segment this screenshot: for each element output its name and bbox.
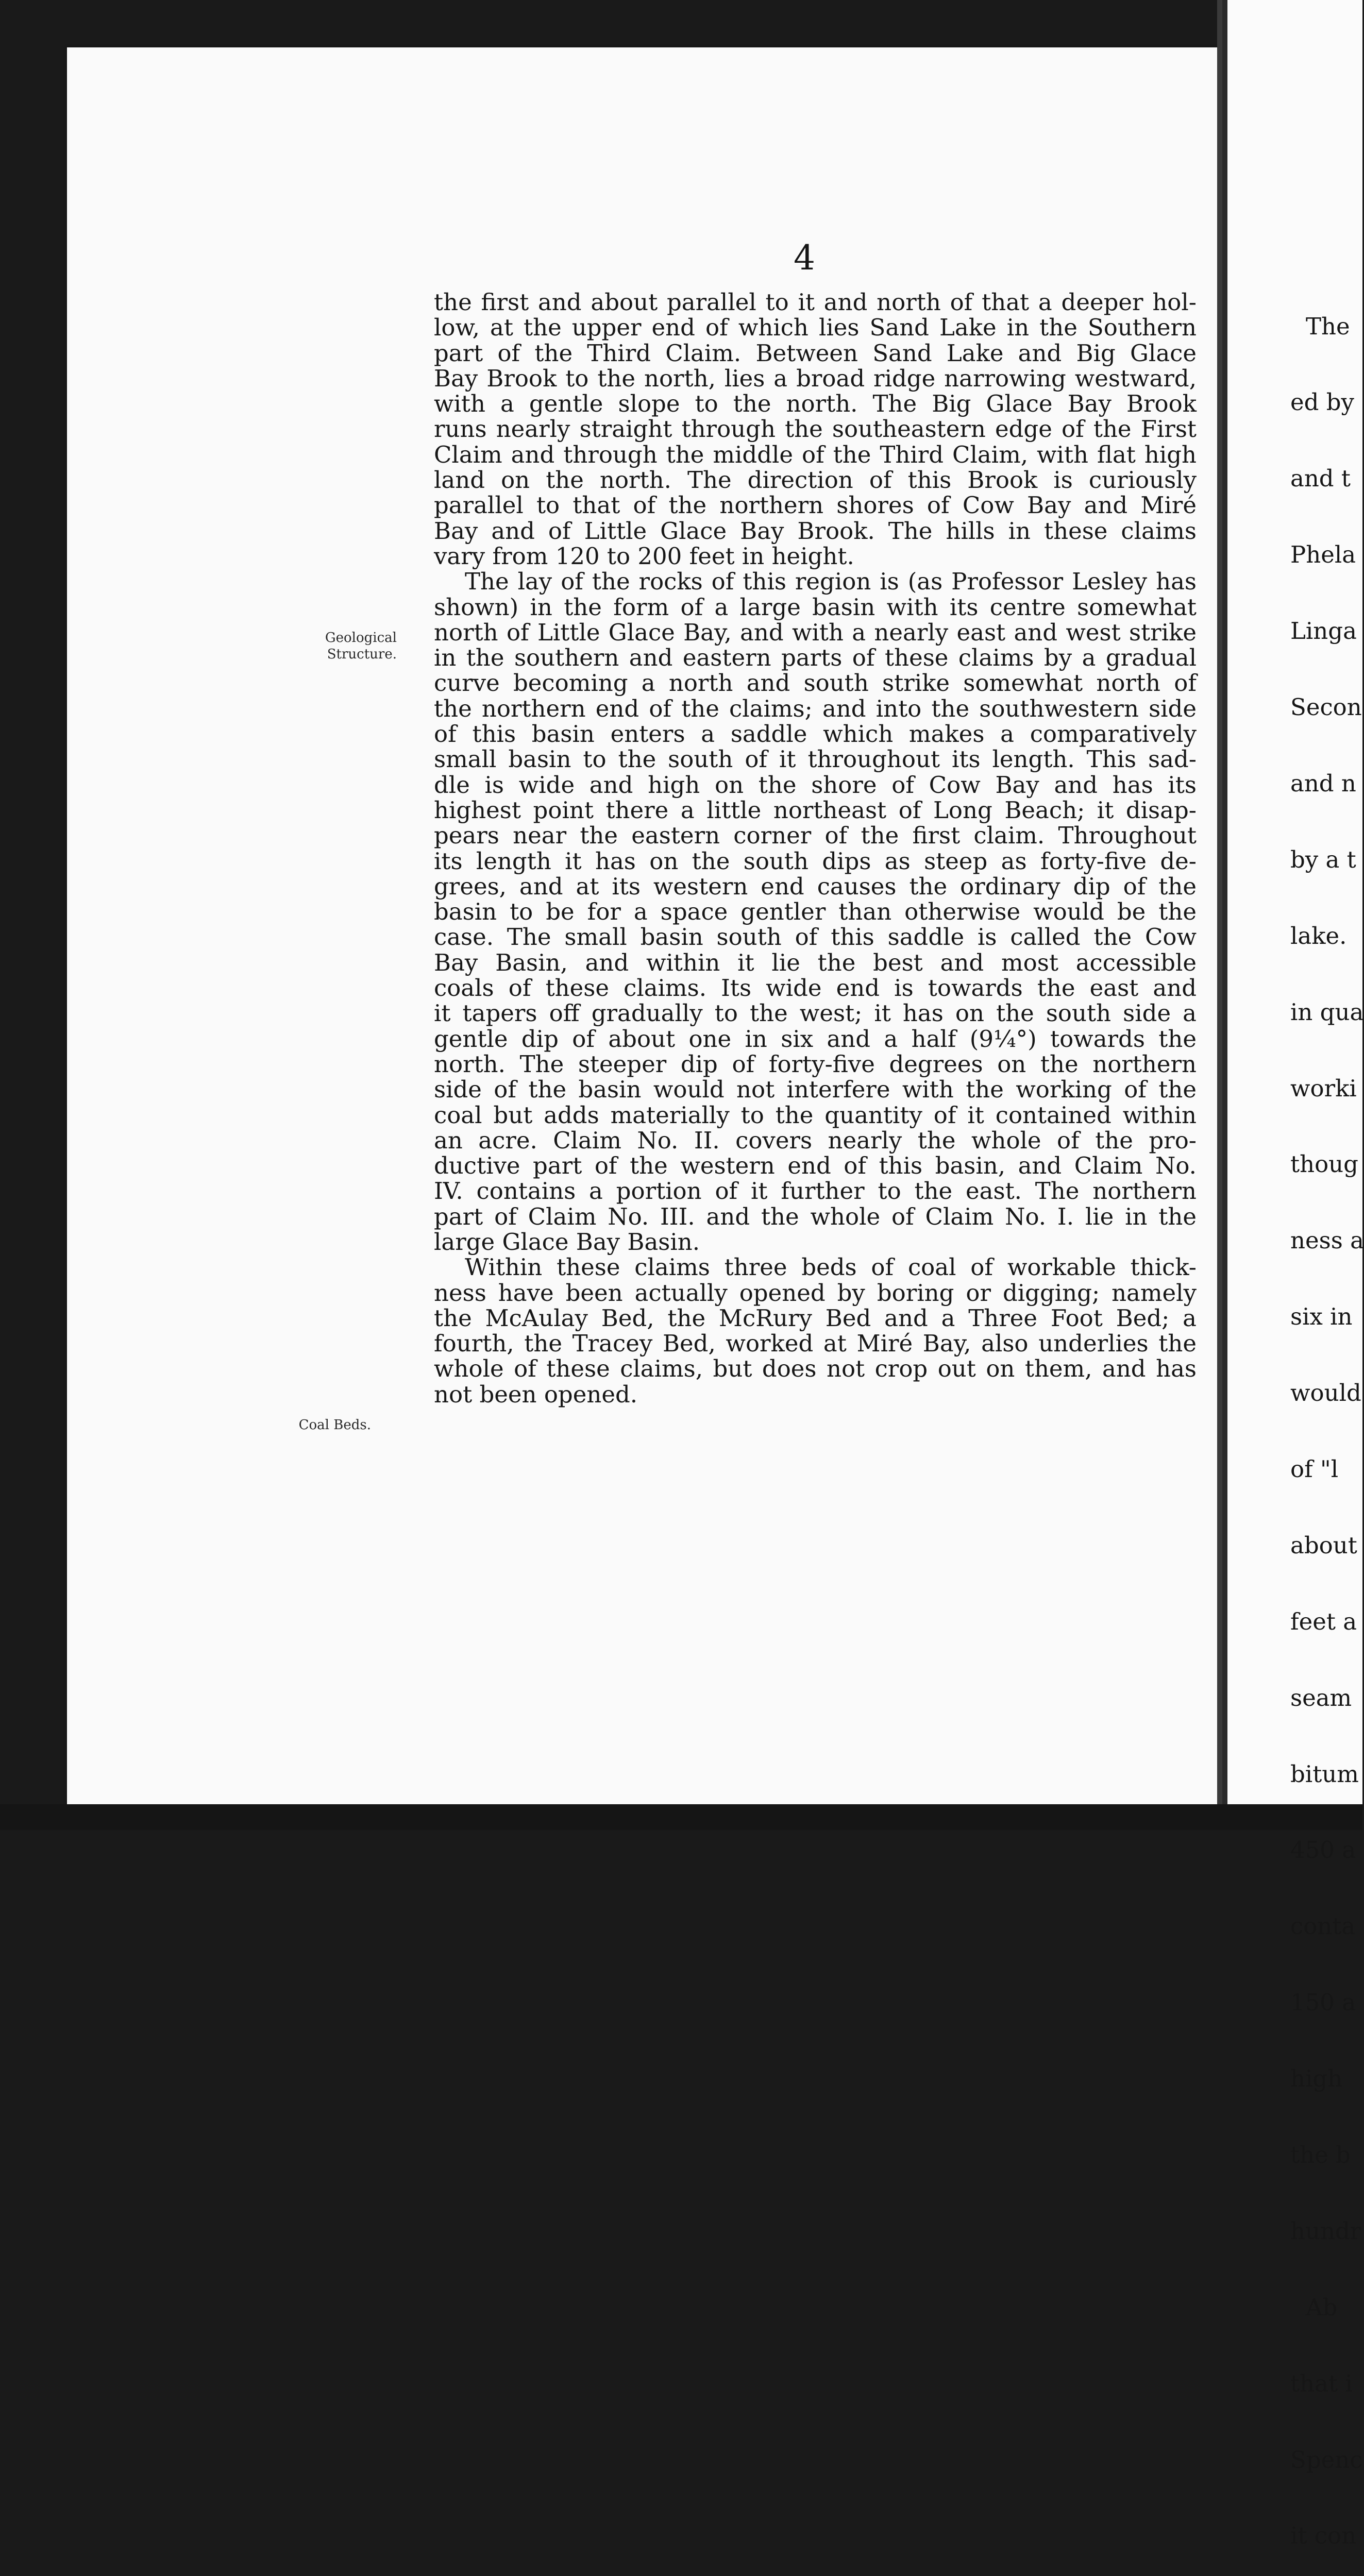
facing-line: The	[1306, 312, 1350, 340]
text-line: runs nearly straight through the southeastern edge of the First	[434, 415, 1197, 443]
text-line: case. The small basin south of this saddle is called the Cow	[434, 923, 1197, 951]
facing-line: feet a	[1290, 1607, 1357, 1635]
text-line: Bay and of Little Glace Bay Brook. The hills in these claims	[434, 517, 1197, 545]
scan-bottom-edge	[0, 1804, 1362, 1830]
text-line: with a gentle slope to the north. The Big Glace Bay Brook	[434, 390, 1197, 418]
text-line: of this basin enters a saddle which makes a comparatively	[434, 720, 1197, 748]
text-line: gentle dip of about one in six and a half (9¼°) towards the	[434, 1025, 1197, 1053]
text-line: low, at the upper end of which lies Sand Lake in the Southern	[434, 314, 1197, 342]
text-line: vary from 120 to 200 feet in height.	[434, 542, 854, 570]
facing-line: Secon	[1290, 693, 1362, 721]
facing-line: conta	[1290, 1912, 1356, 1940]
text-line: large Glace Bay Basin.	[434, 1228, 700, 1256]
facing-line: Linga	[1290, 617, 1357, 645]
facing-page	[1222, 0, 1364, 2550]
text-line: its length it has on the south dips as steep as forty-five de-	[434, 847, 1197, 875]
text-line: Bay Basin, and within it lie the best and most accessible	[434, 948, 1197, 976]
text-line: it tapers off gradually to the west; it has on the south side a	[434, 999, 1197, 1027]
text-line: dle is wide and high on the shore of Cow Bay and has its	[434, 771, 1197, 799]
text-line: whole of these claims, but does not crop out on them, and has	[434, 1355, 1197, 1383]
text-line: coals of these claims. Its wide end is towards the east and	[434, 974, 1197, 1002]
facing-line: Spenc	[1290, 2446, 1363, 2473]
text-line: Within these claims three beds of coal of workable thick-	[465, 1253, 1197, 1281]
text-line: curve becoming a north and south strike somewhat north of	[434, 669, 1197, 697]
text-line: coal but adds materially to the quantity of it contained within	[434, 1101, 1197, 1129]
facing-line: 450 a	[1290, 1836, 1356, 1864]
facing-line: hundr	[1290, 2217, 1361, 2245]
text-line: the first and about parallel to it and north of that a deeper hol-	[434, 289, 1197, 316]
text-line: Bay Brook to the north, lies a broad ridge narrowing westward,	[434, 364, 1197, 392]
text-line: pears near the eastern corner of the first claim. Throughout	[434, 822, 1197, 850]
text-line: small basin to the south of it throughout its length. This sad-	[434, 745, 1197, 773]
text-line: north of Little Glace Bay, and with a nearly east and west strike	[434, 618, 1197, 646]
text-line: Claim and through the middle of the Third Claim, with flat high	[434, 440, 1197, 468]
facing-line: Phela	[1290, 541, 1356, 569]
facing-line: ed by	[1290, 388, 1354, 416]
text-line: an acre. Claim No. II. covers nearly the whole of the pro-	[434, 1126, 1197, 1154]
text-line: ness have been actually opened by boring or digging; namely	[434, 1279, 1197, 1307]
text-line: ductive part of the western end of this basin, and Claim No.	[434, 1152, 1197, 1180]
facing-line: bitum	[1290, 1760, 1359, 1788]
text-line: basin to be for a space gentler than otherwise would be the	[434, 898, 1197, 926]
facing-line: it con	[1290, 2522, 1357, 2550]
margin-note-line: Geological	[325, 630, 397, 646]
book-gutter	[1217, 0, 1222, 1830]
text-line: fourth, the Tracey Bed, worked at Miré Bay, also underlies the	[434, 1330, 1197, 1358]
facing-line: thoug	[1290, 1150, 1358, 1178]
text-line: side of the basin would not interfere with the working of the	[434, 1076, 1197, 1104]
facing-line: would	[1290, 1379, 1361, 1407]
body-text	[434, 290, 1197, 1407]
text-line: the northern end of the claims; and into the southwestern side	[434, 694, 1197, 722]
text-line: grees, and at its western end causes the ordinary dip of the	[434, 872, 1197, 900]
facing-line: high	[1290, 2065, 1343, 2093]
document-page	[67, 47, 1217, 1804]
facing-line: and t	[1290, 465, 1351, 493]
facing-line: lake.	[1290, 922, 1347, 950]
facing-line: ness a	[1290, 1227, 1364, 1255]
text-line: parallel to that of the northern shores of Cow Bay and Miré	[434, 492, 1197, 519]
facing-line: of "l	[1290, 1455, 1339, 1483]
text-line: IV. contains a portion of it further to the east. The northern	[434, 1177, 1197, 1205]
text-line: part of Claim No. III. and the whole of Claim No. I. lie in the	[434, 1202, 1197, 1230]
text-line: in the southern and eastern parts of these claims by a gradual	[434, 644, 1197, 672]
text-line: shown) in the form of a large basin with its centre somewhat	[434, 593, 1197, 621]
page-number: 4	[794, 238, 815, 278]
facing-line: in qua	[1290, 998, 1364, 1026]
facing-line: worki	[1290, 1074, 1357, 1102]
margin-note-line: Structure.	[327, 647, 397, 662]
facing-line: by a t	[1290, 845, 1356, 873]
text-line: The lay of the rocks of this region is (as Professor Lesley has	[465, 568, 1197, 596]
facing-line: Ab	[1306, 2293, 1338, 2321]
facing-line: seam	[1290, 1684, 1352, 1711]
margin-note-geological-structure	[222, 630, 397, 663]
text-line: the McAulay Bed, the McRury Bed and a Three Foot Bed; a	[434, 1304, 1197, 1332]
text-line: highest point there a little northeast of Long Beach; it disap-	[434, 796, 1197, 824]
margin-note-coal-beds: Coal Beds.	[298, 1417, 371, 1433]
text-line: land on the north. The direction of this Brook is curiously	[434, 466, 1197, 494]
facing-page-edge	[1222, 0, 1227, 1830]
text-line: north. The steeper dip of forty-five degrees on the northern	[434, 1050, 1197, 1078]
facing-line: 150 a	[1290, 1989, 1356, 2016]
facing-line: six in	[1290, 1303, 1353, 1331]
facing-page-text	[1290, 263, 1364, 2576]
text-line: not been opened.	[434, 1380, 638, 1408]
facing-line: about	[1290, 1531, 1357, 1559]
facing-line: that i	[1290, 2369, 1353, 2397]
text-line: part of the Third Claim. Between Sand Lake and Big Glace	[434, 339, 1197, 367]
facing-line: the b	[1290, 2141, 1351, 2168]
facing-line: and n	[1290, 769, 1356, 797]
